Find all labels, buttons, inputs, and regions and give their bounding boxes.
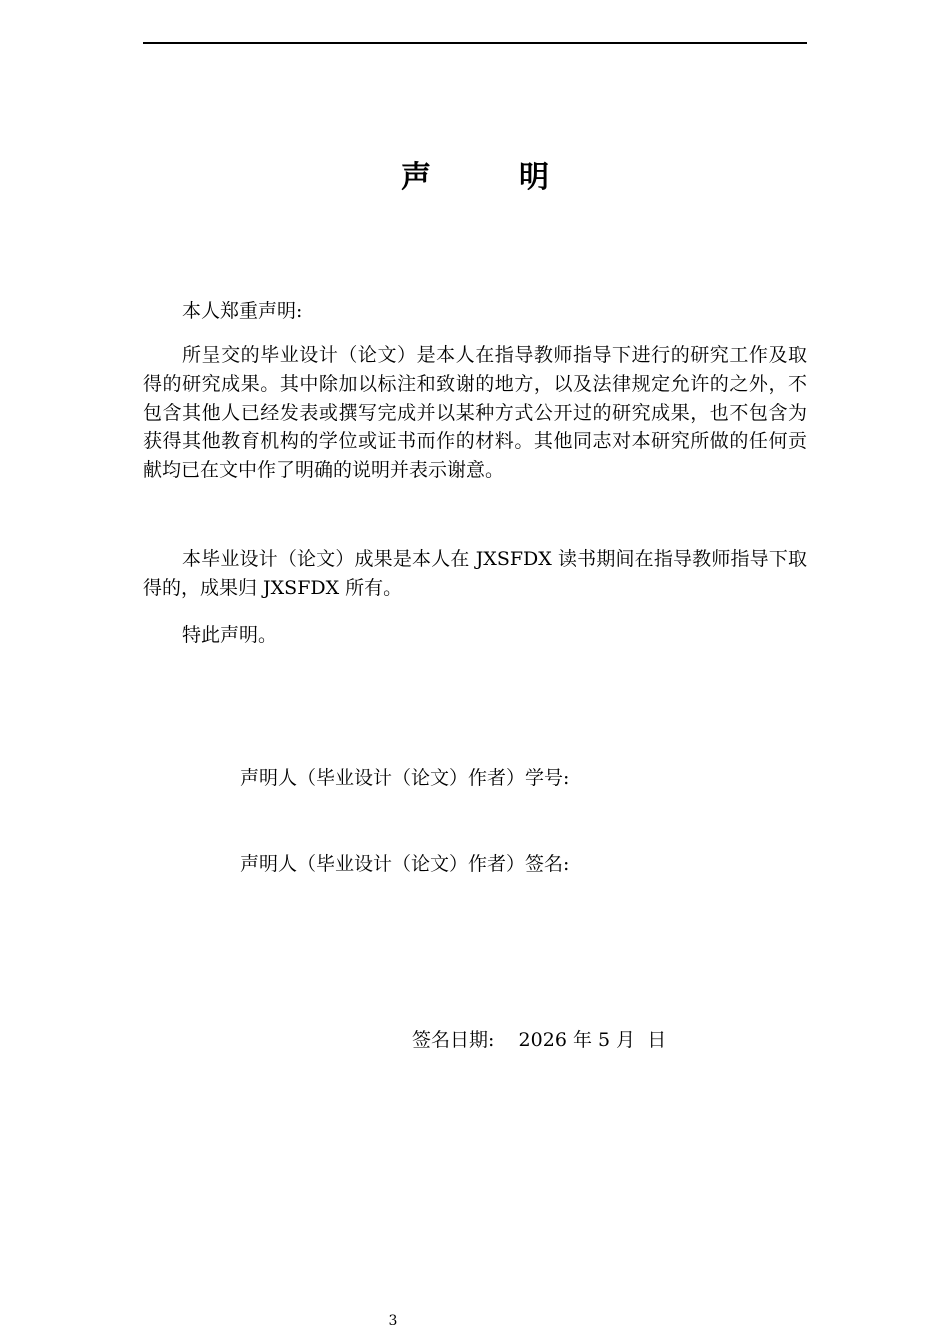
page-title [0, 152, 950, 196]
header-rule [143, 42, 807, 44]
salutation: 本人郑重声明: [182, 300, 303, 322]
student-id-line: 声明人（毕业设计（论文）作者）学号: [240, 767, 570, 789]
title-char-ming: 明 [519, 160, 549, 195]
closing-statement: 特此声明。 [182, 624, 278, 646]
declaration-paragraph-1: 所呈交的毕业设计（论文）是本人在指导教师指导下进行的研究工作及取得的研究成果。其中除加以标注和致谢的地方，以及法律规定允许的之外，不包含其他人已经发表或撰写完成并以某种方式公开过的研究成果，也不包含为获得其他教育机构的学位或证书而作的材料。其他同志对本研究所做的任何贡献均已在文中作了明确的说明并表示谢意。 [143, 344, 807, 482]
signature-date-line: 签名日期: 2026 年 5 月 日 [412, 1029, 667, 1051]
signature-line: 声明人（毕业设计（论文）作者）签名: [240, 853, 570, 875]
declaration-paragraph-2: 本毕业设计（论文）成果是本人在 JXSFDX 读书期间在指导教师指导下取得的，成果归 JXSFDX 所有。 [143, 548, 807, 599]
title-char-sheng: 声 [401, 160, 431, 195]
page-number: 3 [388, 1313, 398, 1329]
